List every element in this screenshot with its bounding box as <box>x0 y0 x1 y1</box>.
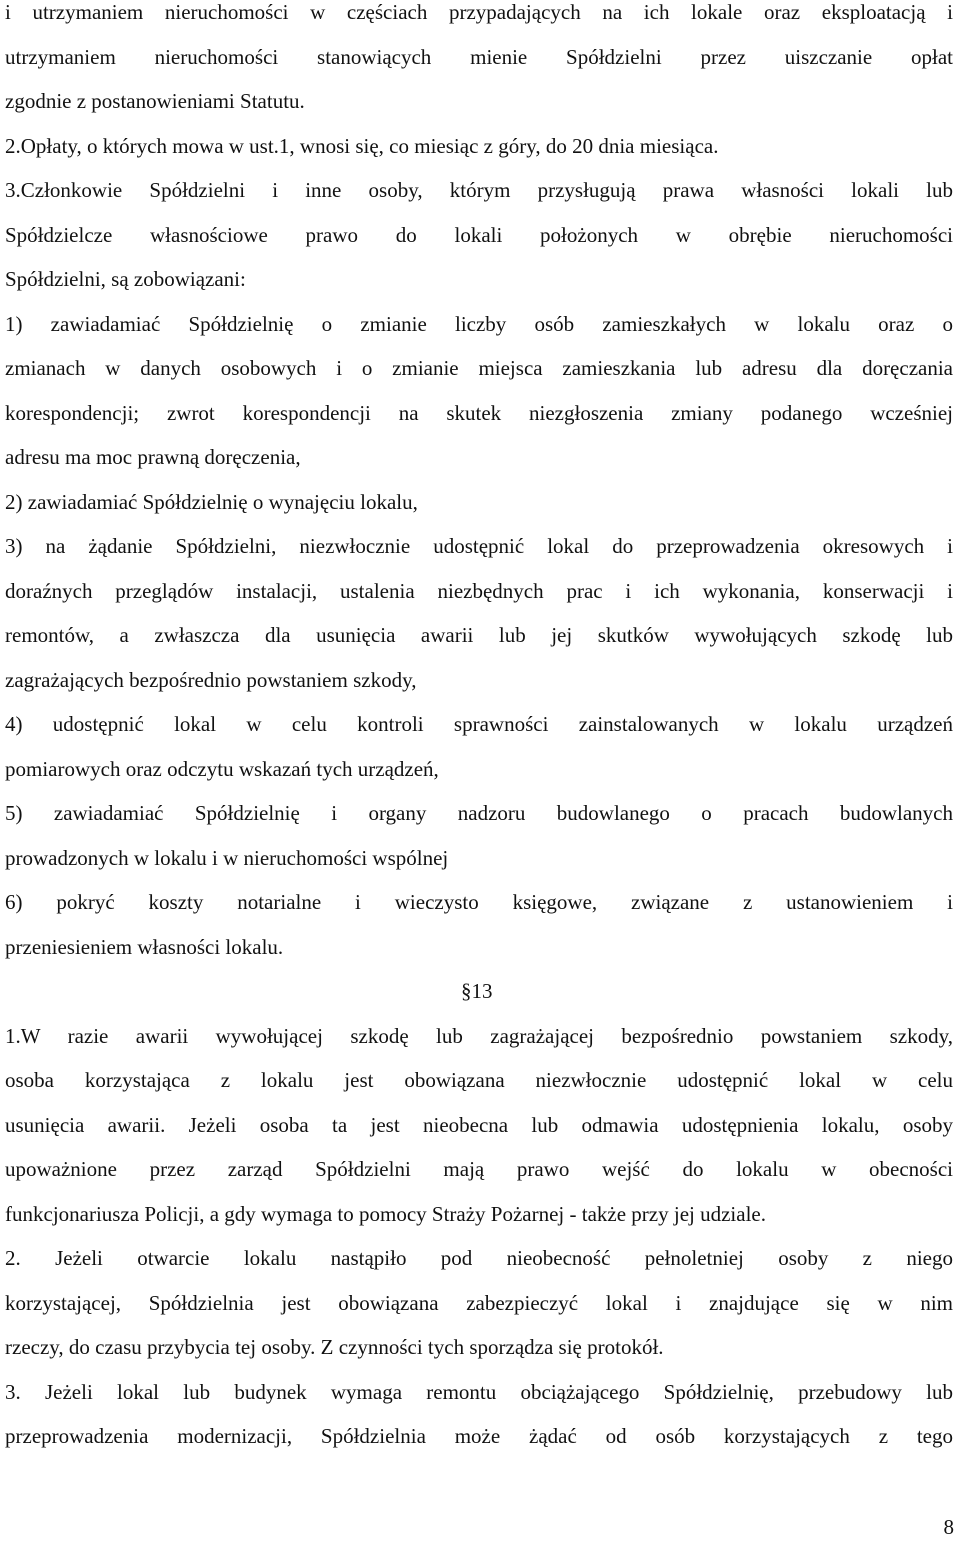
text-line: 1) zawiadamiać Spółdzielnię o zmianie liczby osób zamieszkałych w lokalu oraz o <box>5 311 953 336</box>
paragraph-block-section-13 <box>5 1014 953 1459</box>
text-line: 6) pokryć koszty notarialne i wieczysto księgowe, związane z ustanowieniem i <box>5 890 953 914</box>
text-line: usunięcia awarii. Jeżeli osoba ta jest nieobecna lub odmawia udostępnienia lokalu, osoby <box>5 1112 953 1137</box>
text-line: rzeczy, do czasu przybycia tej osoby. Z czynności tych sporządza się protokół. <box>5 1335 664 1359</box>
text-line: 2.Opłaty, o których mowa w ust.1, wnosi się, co miesiąc z góry, do 20 dnia miesiąca. <box>5 133 719 158</box>
document-body <box>5 0 953 1459</box>
text-line: 3) na żądanie Spółdzielni, niezwłocznie udostępnić lokal do przeprowadzenia okresowych i <box>5 534 953 558</box>
text-line: 1.W razie awarii wywołującej szkodę lub zagrażającej bezpośrednio powstaniem szkody, <box>5 1023 953 1048</box>
paragraph-block-statute <box>5 0 953 969</box>
text-line: przeniesieniem własności lokalu. <box>5 934 284 959</box>
text-line: korzystającej, Spółdzielnia jest obowiązana zabezpieczyć lokal i znajdujące się w nim <box>5 1290 953 1315</box>
text-line: prowadzonych w lokalu i w nieruchomości wspólnej <box>5 845 449 870</box>
text-line: przeprowadzenia modernizacji, Spółdzielnia może żądać od osób korzystających z tego <box>5 1424 953 1448</box>
text-line: adresu ma moc prawną doręczenia, <box>5 445 301 469</box>
page-number: 8 <box>943 1515 954 1539</box>
text-line: 2. Jeżeli otwarcie lokalu nastąpiło pod nieobecność pełnoletniej osoby z niego <box>5 1246 953 1270</box>
text-line: 4) udostępnić lokal w celu kontroli sprawności zainstalowanych w lokalu urządzeń <box>5 712 953 736</box>
text-line: doraźnych przeglądów instalacji, ustalenia niezbędnych prac i ich wykonania, konserwacji i <box>5 578 953 603</box>
text-line: 3.Członkowie Spółdzielni i inne osoby, którym przysługują prawa własności lokali lub <box>5 178 953 202</box>
text-line: Spółdzielni, są zobowiązani: <box>5 267 246 291</box>
text-line: upoważnione przez zarząd Spółdzielni mają prawo wejść do lokalu w obecności <box>5 1157 953 1181</box>
text-line: zgodnie z postanowieniami Statutu. <box>5 89 305 113</box>
text-line: 2) zawiadamiać Spółdzielnię o wynajęciu lokalu, <box>5 489 418 514</box>
text-line: 5) zawiadamiać Spółdzielnię i organy nadzoru budowlanego o pracach budowlanych <box>5 801 953 825</box>
text-line: funkcjonariusza Policji, a gdy wymaga to pomocy Straży Pożarnej - także przy jej udziale. <box>5 1201 766 1226</box>
text-line: zagrażających bezpośrednio powstaniem szkody, <box>5 667 417 692</box>
text-line: zmianach w danych osobowych i o zmianie miejsca zamieszkania lub adresu dla doręczania <box>5 356 953 380</box>
text-line: utrzymaniem nieruchomości stanowiących mienie Spółdzielni przez uiszczanie opłat <box>5 44 953 69</box>
text-line: korespondencji; zwrot korespondencji na skutek niezgłoszenia zmiany podanego wcześniej <box>5 400 953 425</box>
text-line: pomiarowych oraz odczytu wskazań tych urządzeń, <box>5 756 439 781</box>
text-line: i utrzymaniem nieruchomości w częściach przypadających na ich lokale oraz eksploatacją i <box>5 0 953 24</box>
text-line: Spółdzielcze własnościowe prawo do lokali położonych w obrębie nieruchomości <box>5 222 953 247</box>
text-line: 3. Jeżeli lokal lub budynek wymaga remontu obciążającego Spółdzielnię, przebudowy lub <box>5 1379 953 1404</box>
text-line: osoba korzystająca z lokalu jest obowiązana niezwłocznie udostępnić lokal w celu <box>5 1068 953 1092</box>
section-heading: §13 <box>461 979 493 1003</box>
text-line: remontów, a zwłaszcza dla usunięcia awarii lub jej skutków wywołujących szkodę lub <box>5 623 953 647</box>
